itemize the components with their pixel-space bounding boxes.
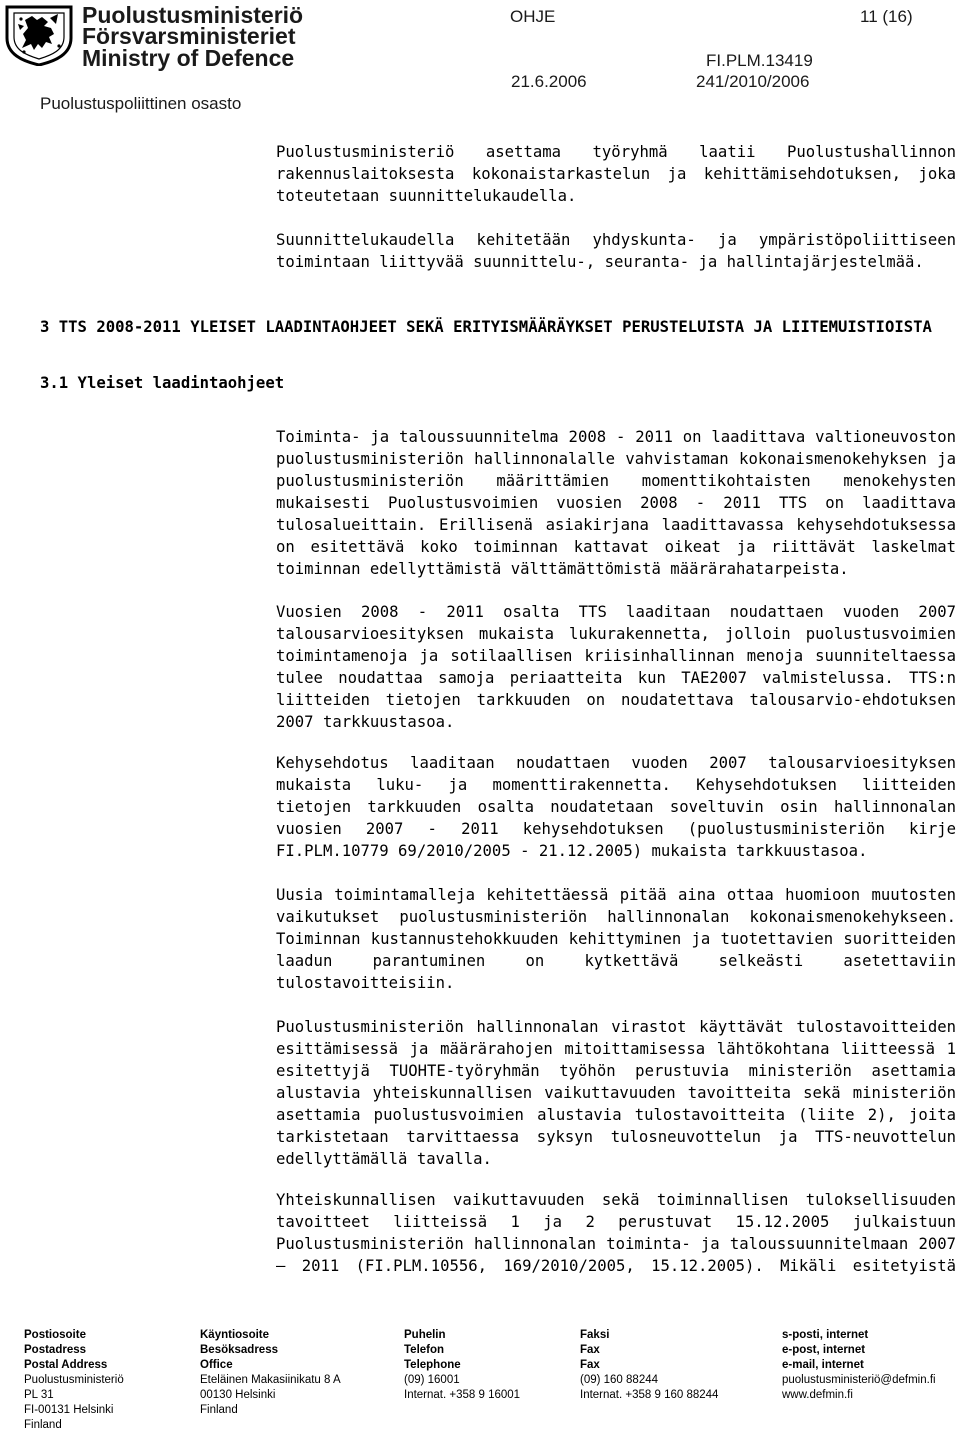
footer-label: e-mail, internet	[782, 1359, 864, 1371]
footer-value: 00130 Helsinki	[200, 1389, 276, 1401]
department-name: Puolustuspoliittinen osasto	[40, 94, 242, 113]
footer-label: Fax	[580, 1344, 600, 1356]
document-number: 241/2010/2006	[696, 72, 810, 91]
body-paragraph-3	[276, 752, 956, 862]
footer-value: FI-00131 Helsinki	[24, 1404, 114, 1416]
ministry-name-sv: Försvarsministeriet	[82, 23, 296, 49]
footer-label: Faksi	[580, 1329, 610, 1341]
footer-label: Fax	[580, 1359, 600, 1371]
footer-value: PL 31	[24, 1389, 54, 1401]
lion-coat-of-arms-icon	[4, 4, 74, 66]
footer-column-telephone	[404, 1328, 520, 1403]
footer-value: Finland	[24, 1419, 62, 1431]
ministry-name-fi: Puolustusministeriö	[82, 2, 304, 28]
section-heading: 3 TTS 2008-2011 YLEISET LAADINTAOHJEET SEKÄ ERITYISMÄÄRÄYKSET PERUSTELUISTA JA LIITEMUISTIOISTA	[40, 318, 932, 336]
paragraph-text: Puolustusministeriön hallinnonalan virastot käyttävät tulostavoitteiden esittämisessä ja määrärahojen mitoittamisessa lähtökohtana liitteessä 1 esitettyjä TUOHTE-työryhmän työhön perustuvia ministeriön asettamia alustavia yhteiskunnallisen vaikuttavuuden tavoitteita sekä ministeriön asettamia puolustusvoimien alustavia tulostavoitteita (liite 2), joita tarkistetaan tarvittaessa syksyn tulosneuvottelun ja TTS-neuvottelun edellyttämällä tavalla.	[276, 1018, 956, 1168]
paragraph-text: Vuosien 2008 - 2011 osalta TTS laaditaan noudattaen vuoden 2007 talousarvioesityksen mukaista lukurakennetta, jolloin puolustusvoimien toimintamenoja ja sotilaallisen kriisinhallinnan menoja suunniteltaessa tulee noudattaa samoja periaatteita kun TAE2007 valmistelussa. TTS:n liitteiden tietojen tarkkuuden on noudatettava talousarvio-ehdotuksen 2007 tarkkuustasoa.	[276, 603, 956, 731]
footer-label: Postiosoite	[24, 1329, 86, 1341]
footer-label: Besöksadress	[200, 1344, 278, 1356]
footer-value: Internat. +358 9 160 88244	[580, 1389, 719, 1401]
paragraph-text: Toiminta- ja taloussuunnitelma 2008 - 2011 on laadittava valtioneuvoston puolustusministeriön hallinnonalalle vahvistaman kokonaismenokehyksen ja puolustusministeriön määrittämien momenttikohtaisten menokehysten mukaisesti Puolustusvoimien vuosien 2008 - 2011 TTS on laadittava tulosalueittain. Erillisenä asiakirjana laadittavassa kehysehdotuksessa on esitettävä koko toiminnan kattavat oikeat ja riittävät laskelmat toiminnan edellyttämistä välttämättömistä määrärahatarpeista.	[276, 428, 956, 578]
footer-column-fax	[580, 1328, 718, 1403]
footer-label: s-posti, internet	[782, 1329, 869, 1341]
footer-website-link[interactable]: www.defmin.fi	[782, 1389, 853, 1401]
paragraph-text: Suunnittelukaudella kehitetään yhdyskunta- ja ympäristöpoliittiseen toimintaan liittyvää suunnittelu-, seuranta- ja hallintajärjestelmää.	[276, 231, 956, 271]
paragraph-text: Puolustusministeriö asettama työryhmä laatii Puolustushallinnon rakennuslaitoksesta kokonaistarkastelun ja kehittämisehdotuksen, joka toteutetaan suunnittelukaudella.	[276, 143, 956, 205]
intro-paragraph-1	[276, 141, 956, 207]
footer-label: e-post, internet	[782, 1344, 866, 1356]
reference-code: FI.PLM.13419	[706, 51, 813, 70]
footer-label: Telefon	[404, 1344, 445, 1356]
footer-label: Office	[200, 1359, 233, 1371]
paragraph-text: Kehysehdotus laaditaan noudattaen vuoden 2007 talousarvioesityksen mukaista luku- ja momenttirakennetta. Kehysehdotuksen liitteiden tietojen tarkkuuden osalta noudatetaan soveltuvin osin hallinnonalan vuosien 2007 - 2011 kehysehdotuksen (puolustusministeriön kirje FI.PLM.10779 69/2010/2005 - 21.12.2005) mukaista tarkkuustasoa.	[276, 754, 956, 860]
footer-label: Postadress	[24, 1344, 87, 1356]
page-number: 11 (16)	[860, 7, 913, 26]
footer-value: (09) 16001	[404, 1374, 460, 1386]
footer-value: (09) 160 88244	[580, 1374, 659, 1386]
footer-label: Telephone	[404, 1359, 461, 1371]
body-paragraph-4	[276, 884, 956, 994]
footer-value: Finland	[200, 1404, 238, 1416]
subsection-heading: 3.1 Yleiset laadintaohjeet	[40, 374, 285, 392]
paragraph-text: Uusia toimintamalleja kehitettäessä pitää aina ottaa huomioon muutosten vaikutukset puolustusministeriön hallinnonalan kokonaismenokehykseen. Toiminnan kustannustehokkuuden kehittyminen ja tuotettavien suoritteiden laadun parantuminen on kytkettävä selkeästi asetettaviin tulostavoitteisiin.	[276, 886, 956, 992]
footer-column-postal	[24, 1328, 124, 1433]
document-date: 21.6.2006	[511, 72, 587, 91]
paragraph-text: Yhteiskunnallisen vaikuttavuuden sekä toiminnallisen tuloksellisuuden tavoitteet liitteissä 1 ja 2 perustuvat 15.12.2005 julkaistuun Puolustusministeriön hallinnonalan toiminta- ja taloussuunnitelmaan 2007 — 2011 (FI.PLM.10556, 169/2010/2005, 15.12.2005). Mikäli esitetyistä	[276, 1191, 956, 1275]
ministry-name-en: Ministry of Defence	[82, 45, 295, 71]
body-paragraph-2	[276, 601, 956, 733]
footer-email-link[interactable]: puolustusministeriö@defmin.fi	[782, 1374, 936, 1386]
footer-value: Puolustusministeriö	[24, 1374, 124, 1386]
body-paragraph-1	[276, 426, 956, 580]
body-paragraph-6	[276, 1189, 956, 1277]
body-paragraph-5	[276, 1016, 956, 1170]
footer-value: Internat. +358 9 16001	[404, 1389, 521, 1401]
footer-label: Postal Address	[24, 1359, 108, 1371]
footer-label: Puhelin	[404, 1329, 446, 1341]
footer-column-office	[200, 1328, 341, 1418]
footer-column-email	[782, 1328, 936, 1403]
footer-value: Eteläinen Makasiinikatu 8 A	[200, 1374, 341, 1386]
intro-paragraph-2	[276, 229, 956, 273]
document-type: OHJE	[510, 7, 556, 26]
footer-label: Käyntiosoite	[200, 1329, 270, 1341]
